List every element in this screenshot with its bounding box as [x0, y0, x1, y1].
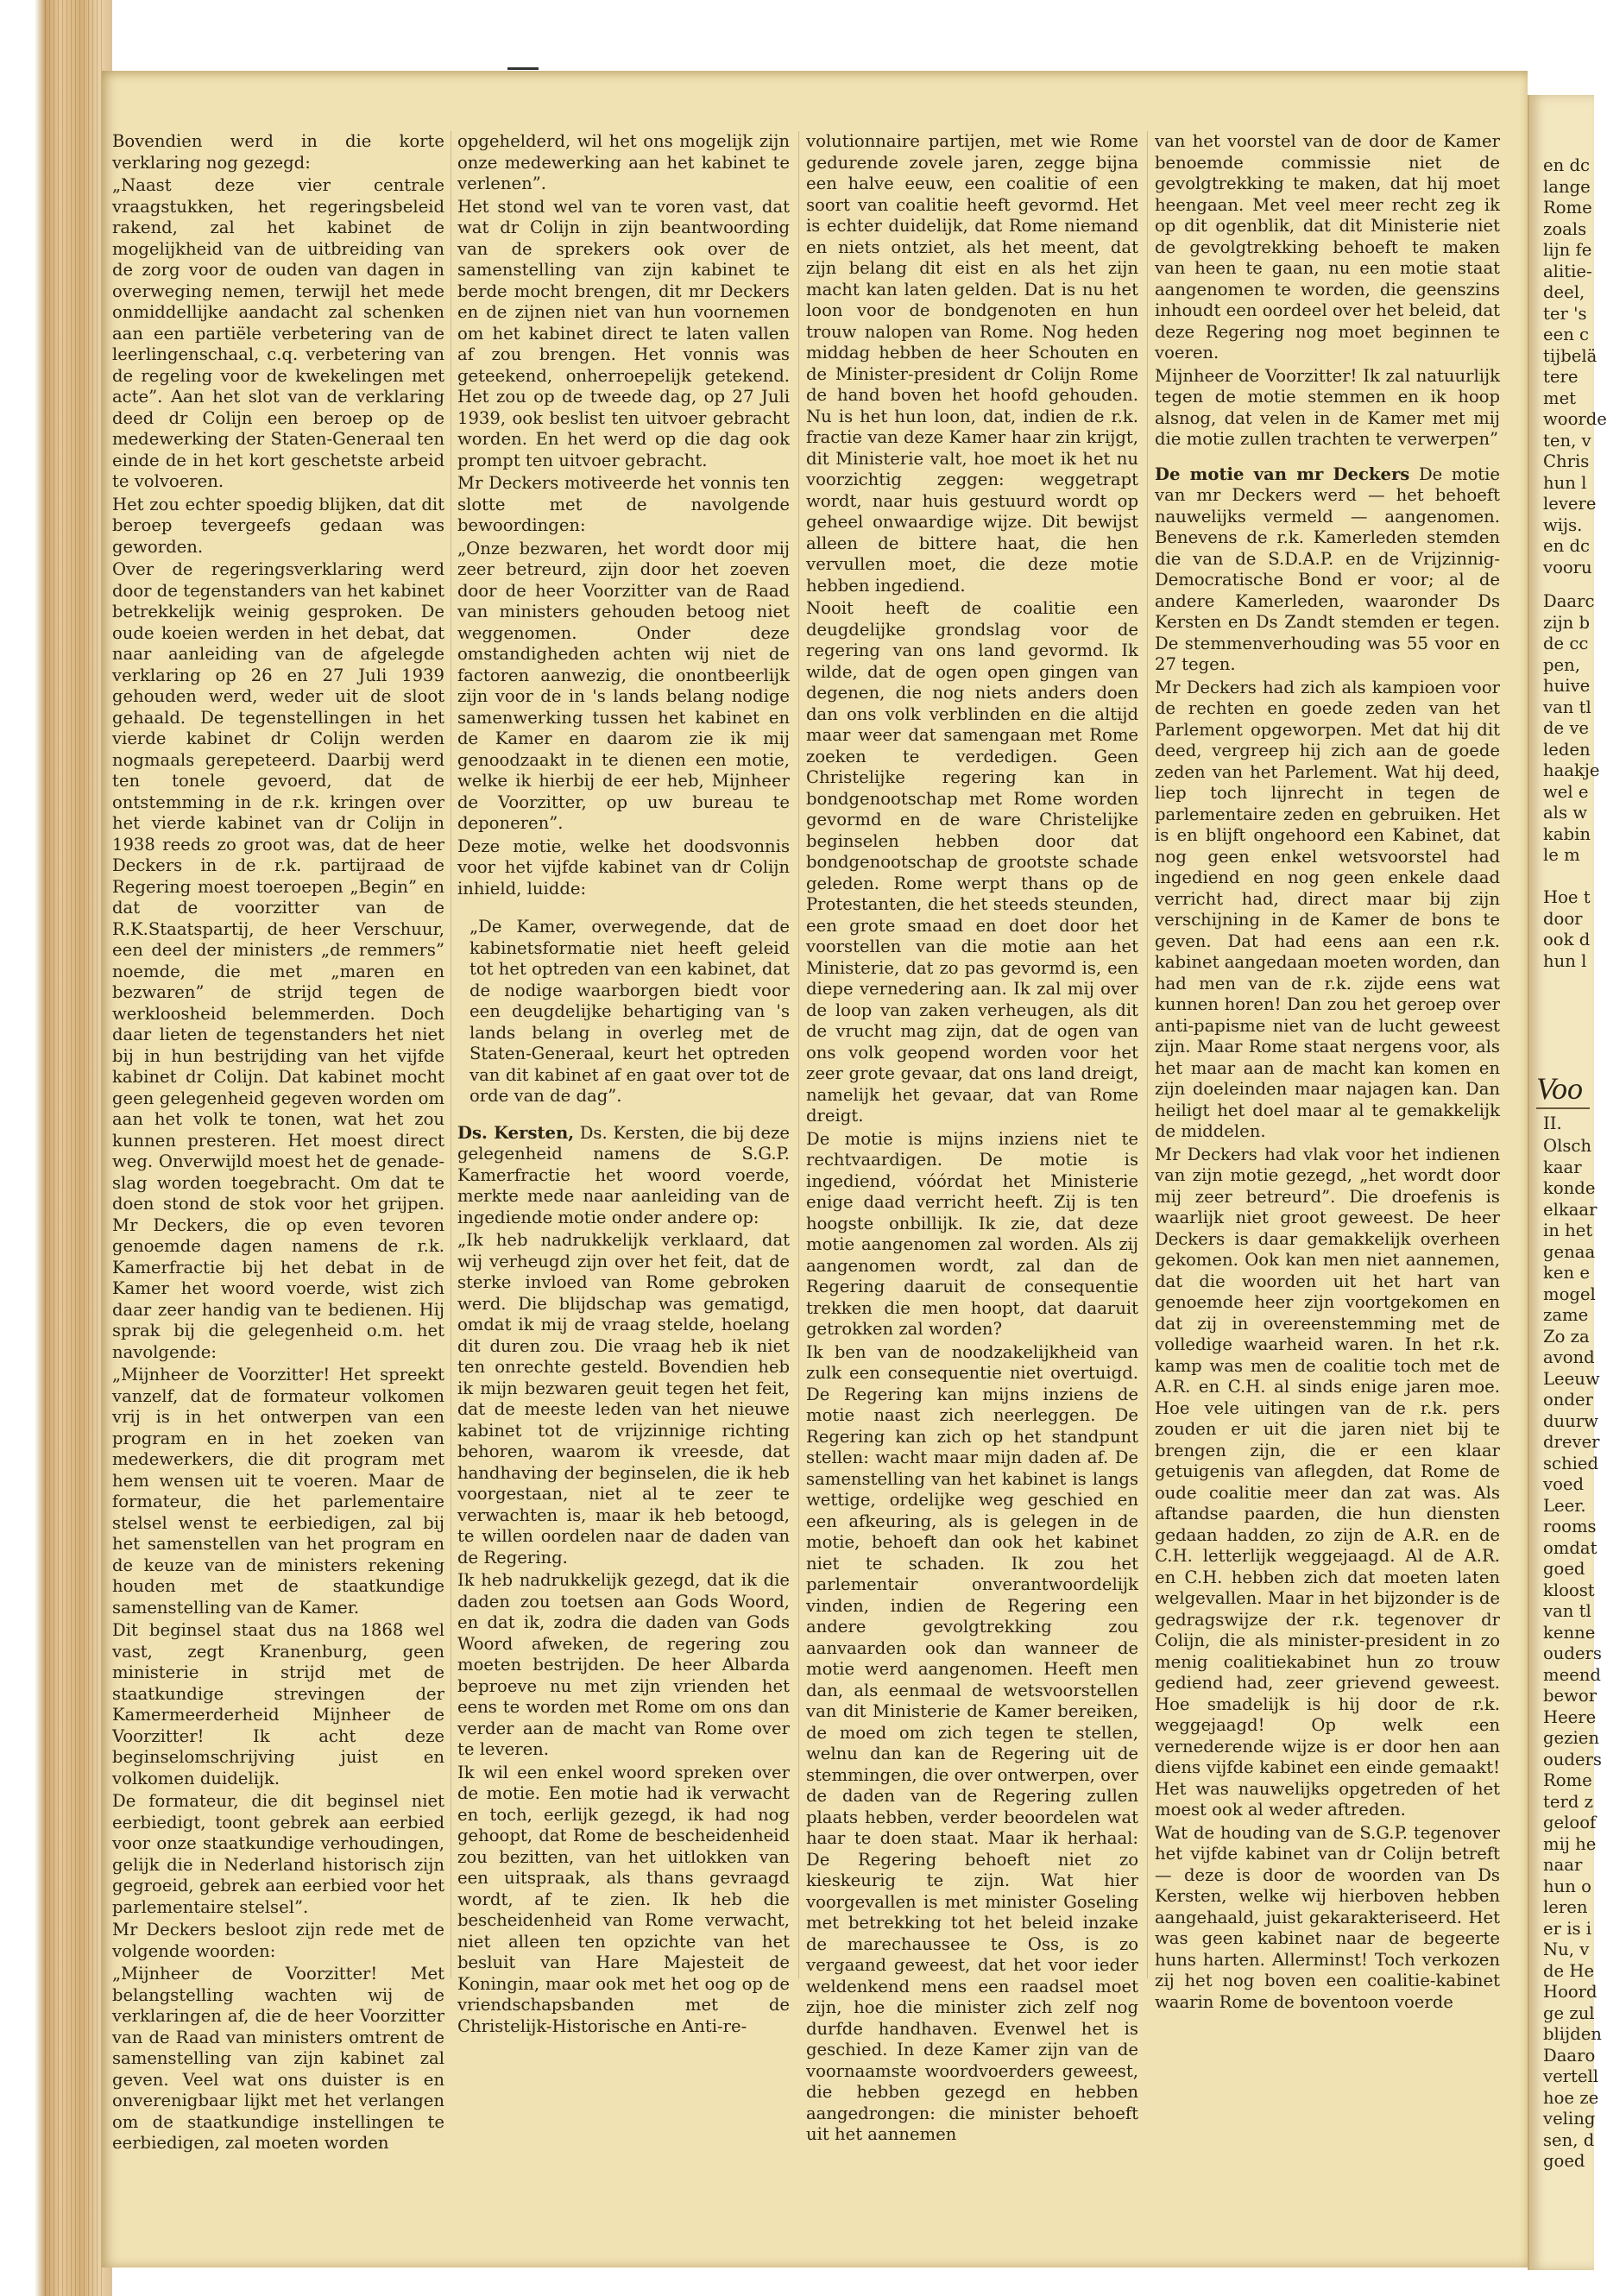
paragraph: Mijnheer de Voorzitter! Ik zal natuurlijk tegen de motie stemmen en ik hoop alsnog, dat velen in de Kamer met mij die motie zullen trachten te verwerpen” — [1155, 365, 1500, 449]
paragraph: Deze motie, welke het doodsvonnis voor het vijfde kabinet van dr Colijn inhield, luidde: — [457, 836, 790, 899]
paragraph: „Onze bezwaren, het wordt door mij zeer betreurd, zijn door het zoeven door de heer Voorzitter van de Raad van ministers gehouden betoog niet weggenomen. Onder deze omstandigheden achten wij niet de factoren aanwezig, die onontbeerlijk zijn voor de in 's lands belang nodige samenwerking tussen het kabinet en de Kamer en daarom zie ik mij genoodzaakt in te dienen een motie, welke ik hierbij de eer heb, Mijnheer de Voorzitter, op uw bureau te deponeren”. — [457, 538, 790, 833]
paragraph-motion-result — [1155, 464, 1500, 676]
column-divider — [798, 131, 799, 1978]
paragraph: Mr Deckers had zich als kampioen voor de rechten en goede zeden van het Parlement opgeworpen. Met dat hij dit deed, vergreep hij zich aan de goede zeden van het Parlement. Wat hij deed, liep toch lijnrecht in tegen de parlementaire zeden en gebruiken. Het is en blijft ongehoord een Kabinet, dat nog geen enkel wetsvoorstel had ingediend en nog geen enkele daad verricht had, direct maar bij zijn verschijning in de Kamer de bons te geven. Dat had eens aan een r.k. kabinet aangedaan moeten worden, dan had men van de r.k. zijde eens wat kunnen horen! Dan zou het geroep over anti-papisme niet van de lucht geweest zijn. Maar Rome staat nergens voor, als het maar aan de macht kan komen en zijn doeleinden maar najagen kan. Dan heiligt het doel maar al te gemakkelijk de middelen. — [1155, 677, 1500, 1141]
text-column-4 — [1155, 131, 1500, 2012]
paragraph: Mr Deckers had vlak voor het indienen van zijn motie gezegd, „het wordt door mij zeer betreurd”. Die droefenis is waarlijk niet groot geweest. De heer Deckers is daar gemakkelijk overheen gekomen. Ook kan men niet aannemen, dat die woorden uit het hart van genoemde heer zijn voortgekomen en dat zij in overeenstemming met de volledige waarheid waren. In het r.k. kamp was men de coalitie toch met de A.R. en C.H. al sinds enige jaren moe. Hoe vele uitingen van de r.k. pers zouden er uit die jaren niet bij te brengen zijn, die er een klaar getuigenis van aflegden, dat Rome de oude coalitie meer dan zat was. Als aftandse paarden, die hun diensten gedaan hadden, zo zijn de A.R. en de C.H. letterlijk weggejaagd. Al de A.R. en C.H. hebben zich dat moeten laten welgevallen. Maar in het bijzonder is de gedragswijze der r.k. tegenover dr Colijn, die als minister-president in zo menig coalitiekabinet hun zo trouw gediend had, zeer grievend geweest. Hoe smadelijk is hij door de r.k. weggejaagd! Op welk een vernederende wijze is er door hen aan diens vijfde kabinet een einde gemaakt! Het was nauwelijks opgetreden of het moest ook al weder aftreden. — [1155, 1144, 1500, 1820]
next-page-text-1: en dc lange Rome zoals lijn fe alitie- deel, ter 's een c tijbelä tere met woorde ten, v Chris hun l levere wijs. en dc vooru — [1543, 155, 1607, 577]
next-page-text-3: Olsch kaar konde elkaar in het genaa ken e mogel zame Zo za avond Leeuw onder duurw drever schied voed Leer. rooms omdat goed kloost van tl kenne ouders meend bewor Heere gezien ouders Rome terd z geloof mij he naar hun o leren er is i Nu, v de He Hoord ge zul blijden Daaro vertell hoe ze veling sen, d goed — [1543, 1136, 1602, 2171]
next-page-heading: Voo — [1536, 1071, 1583, 1106]
paragraph: Bovendien werd in die korte verklaring nog gezegd: — [112, 131, 444, 173]
paragraph: Nooit heeft de coalitie een deugdelijke grondslag voor de regering van ons land gevormd. Ik wilde, dat de ogen open gingen van degenen, die nog niets anders doen dan ons volk verblinden en die altijd maar weer dat samengaan met Rome zoeken te verdedigen. Geen Christelijke regering kan in bondgenootschap met Rome worden gevormd en de ware Christelijke beginselen hebben door dat bondgenootschap de grootste schade geleden. Rome werpt thans op de Protestanten, die het steeds steunden, een grote smaad en doet door het voorstellen van die motie aan het Ministerie, dat zo pas gevormd is, een diepe vernedering aan. Ik zal mij over de loop van zaken verheugen, als dit de vrucht mag zijn, dat de ogen van ons volk geopend worden voor het zeer grote gevaar, dat ons land dreigt, namelijk het gevaar, dat van Rome dreigt. — [806, 598, 1138, 1126]
paragraph: Ik heb nadrukkelijk gezegd, dat ik die daden zou toetsen aan Gods Woord, en dat ik, zodra die daden van Gods Woord afweken, de regering zou moeten bestrijden. De heer Albarda beproeve nu met zijn vrienden het eens te worden met Rome om ons dan verder aan de macht van Rome over te leveren. — [457, 1570, 790, 1759]
paragraph: Mr Deckers motiveerde het vonnis ten slotte met de navolgende bewoordingen: — [457, 473, 790, 535]
paragraph: De motie van mr Deckers werd — het behoeft nauwelijks vermeld — aangenomen. Benevens de r.k. Kamerleden stemden die van de S.D.A.P. en de Vrijzinnig-Democratische Bond er voor; al de andere Kamerleden, waaronder Ds Kersten en Ds Zandt stemden er tegen. De stemmenverhouding was 55 voor en 27 tegen. — [1155, 464, 1500, 674]
paragraph: Over de regeringsverklaring werd door de tegenstanders van het kabinet betrekkelijk weinig gesproken. De oude koeien werden in het debat, dat naar aanleiding van de afgelegde verklaring op 26 en 27 Juli 1939 gehouden werd, weder uit de sloot gehaald. De tegenstellingen in het vierde kabinet dr Colijn werden nogmaals gerepeteerd. Daarbij werd ten tonele gevoerd, dat de ontstemming in de r.k. kringen over het vierde kabinet van dr Colijn in 1938 reeds zo groot was, dat de heer Deckers in de r.k. partijraad de Regering moest toeroepen „Begin” en dat de voorzitter van de R.K.Staatspartij, de heer Verschuur, een deel der ministers „de remmers” noemde, die met „maren en bezwaren” de strijd tegen de werkloosheid belemmerden. Doch daar lieten de tegenstanders het niet bij in hun bestrijding van het vijfde kabinet dr Colijn. Dat kabinet mocht geen gelegenheid gegeven worden om aan het volk te tonen, wat het zou kunnen presteren. Het moest direct weg. Onverwijld moest het de genade-slag worden toegebracht. Om dat te doen stond de stok voor het grijpen. Mr Deckers, die op even tevoren genoemde dagen namens de r.k. Kamerfractie bij het debat in de Kamer het woord voerde, wist zich daar zeer handig van te bedienen. Hij sprak bij die gelegenheid o.m. het navolgende: — [112, 559, 444, 1362]
paragraph: Ds. Kersten, die bij deze gelegenheid namens de S.G.P. Kamerfractie het woord voerde, merkte mede naar aanleiding van de ingediende motie onder andere op: — [457, 1122, 791, 1227]
paragraph: Ik ben van de noodzakelijkheid van zulk een consequentie niet overtuigd. De Regering kan mijns inziens de motie naast zich neerleggen. De Regering kan zich op het standpunt stellen: wacht maar mijn daden af. De samenstelling van het kabinet is langs wettige, ordelijke weg geschied en een afkeuring, als is gelegen in de motie, behoeft dan ook het kabinet niet te schaden. Ik zou het parlementair onverantwoordelijk vinden, indien de Regering een andere gevolgtrekking zou aanvaarden ook dan wanneer de motie werd aangenomen. Heeft men dan, als eenmaal de wetsvoorstellen van dit Ministerie de Kamer bereiken, de moed om zich tegen te stellen, welnu dan kan de Regering uit de stemmingen, die over ontwerpen, over de daden van de Regering zullen plaats hebben, verder beoordelen wat haar te doen staat. Maar ik herhaal: De Regering behoeft niet zo kieskeurig te zijn. Wat hier voorgevallen is met minister Goseling met betrekking tot het beleid inzake de marechaussee te Oss, is zo vergaand geweest, dat het voor ieder weldenkend mens een raadsel moet zijn, hoe die minister zich zelf nog durfde handhaven. Evenwel het is geschied. In deze Kamer zijn van de voornaamste woordvoerders geweest, die hebben gezegd en hebben aangedrongen: die minister behoeft uit het aannemen — [806, 1341, 1138, 2144]
paragraph: De motie is mijns inziens niet te rechtvaardigen. De motie is ingediend, vóórdat het Ministerie enige daad verricht heeft. Zij is ten hoogste onbillijk. Ik zie, dat deze motie aangenomen zal worden. Als zij aangenomen wordt, zal dan de Regering daaruit de consequentie trekken die men hoopt, dat daaruit getrokken zal worden? — [806, 1128, 1138, 1339]
paragraph: „Naast deze vier centrale vraagstukken, het regeringsbeleid rakend, zal het kabinet de mogelijkheid van de uitbreiding van de zorg voor de ouden van dagen in overweging nemen, terwijl het mede onmiddellijke aandacht zal schenken aan een partiële verbetering van de leerlingenschaal, c.q. verbetering van de regeling voor de kwekelingen met acte”. Aan het slot van de verklaring deed dr Colijn een beroep op de medewerking der Staten-Generaal ten einde de in het kort geschetste arbeid te volvoeren. — [112, 175, 444, 491]
text-column-2 — [457, 131, 791, 2036]
paragraph: „Mijnheer de Voorzitter! Met belangstelling wachten wij de verklaringen af, die de heer Voorzitter van de Raad van ministers omtrent de samenstelling van zijn kabinet zal geven. Veel wat ons duister is en onverenigbaar lijkt met het verlangen om de staatkundige instellingen te eerbiedigen, zal moeten worden — [112, 1964, 444, 2153]
paragraph: De formateur, die dit beginsel niet eerbiedigt, toont gebrek aan eerbied voor onze staatkundige verhoudingen, gelijk die in Nederland historisch zijn gegroeid, gebrek aan eerbied voor het parlementaire stelsel”. — [112, 1791, 444, 1917]
heading-rule — [1536, 1107, 1590, 1109]
paragraph: Ik wil een enkel woord spreken over de motie. Een motie had ik verwacht en toch, eerlijk gezegd, ik had nog gehoopt, dat Rome de bescheidenheid zou bezitten, van het uitlokken van een uitspraak, als thans gevraagd wordt, af te zien. Ik heb die bescheidenheid van Rome verwacht, niet alleen ten opzichte van het besluit van Hare Majesteit de Koningin, maar ook met het oog op de vriendschapsbanden met de Christelijk-Historische en Anti-re- — [457, 1762, 790, 2036]
paragraph: Dit beginsel staat dus na 1868 wel vast, zegt Kranenburg, geen ministerie in strijd met de staatkundige strevingen der Kamermeerderheid Mijnheer de Voorzitter! Ik acht deze beginselomschrijving juist en volkomen duidelijk. — [112, 1620, 444, 1788]
paragraph: Wat de houding van de S.G.P. tegenover het vijfde kabinet van dr Colijn betreft — deze is door de woorden van Ds Kersten, welke wij hierboven hebben aangehaald, juist gekarakteriseerd. Het was geen kabinet naar de begeerte huns harten. Allerminst! Toch verkozen zij het nog boven een coalitie-kabinet waarin Rome de boventoon voerde — [1155, 1822, 1500, 2012]
text-column-1 — [112, 131, 444, 2153]
text-column-3 — [806, 131, 1138, 2144]
paragraph: volutionnaire partijen, met wie Rome gedurende zovele jaren, zegge bijna een halve eeuw, een coalitie of een soort van coalitie heeft gevormd. Het is echter duidelijk, dat Rome niemand en niets ontziet, als het meent, dat zijn belang dit eist en als het zijn macht kan laten gelden. Dat is nu het loon voor de bondgenoten en hun trouw nalopen van Rome. Nog heden middag hebben de heer Schouten en de Minister-president dr Colijn Rome de hand boven het hoofd gehouden. Nu is het hun loon, dat, indien de r.k. fractie van deze Kamer haar zin krijgt, dit Ministerie valt, hoe moet ik het nu voorzichtig zeggen: weggetrapt wordt, naar huis gestuurd wordt op geheel onwaardige wijze. Dit bewijst alleen de bittere haat, die hen vervullen moet, die deze motie hebben ingediend. — [806, 131, 1138, 596]
paragraph: opgehelderd, wil het ons mogelijk zijn onze medewerking aan het kabinet te verlenen”. — [457, 131, 790, 193]
paragraph: Het zou echter spoedig blijken, dat dit beroep tevergeefs gedaan was geworden. — [112, 494, 444, 557]
paragraph-kersten — [457, 1123, 790, 1229]
page-edges — [45, 0, 105, 2296]
lead-kersten: Ds. Kersten, — [457, 1122, 575, 1143]
paragraph: „Ik heb nadrukkelijk verklaard, dat wij verheugd zijn over het feit, dat de sterke invloed van Rome gebroken werd. Die blijdschap was gematigd, omdat ik mij de vraag stelde, hoelang dit duren zou. Die vraag heb ik niet ten onrechte gesteld. Bovendien heb ik mijn bezwaren geuit tegen het feit, dat de meeste leden van het nieuwe kabinet tot de vrijzinnige richting behoren, waarom ik vreesde, dat handhaving der beginselen, die ik heb voorgestaan, niet al te zeer te verwachten is, maar ik heb betoogd, te willen oordelen naar de daden van de Regering. — [457, 1230, 790, 1567]
paragraph: Het stond wel van te voren vast, dat wat dr Colijn in zijn beantwoording van de sprekers ook over de samenstelling van zijn kabinet te berde mocht brengen, dit mr Deckers en de zijnen niet van hun voornemen om het kabinet direct te laten vallen af zou brengen. Het vonnis was geteekend, onherroepelijk getekend. Het zou op de tweede dag, op 27 Juli 1939, ook beslist ten uitvoer gebracht worden. En het werd op die dag ook prompt ten uitvoer gebracht. — [457, 196, 790, 470]
paragraph: „Mijnheer de Voorzitter! Het spreekt vanzelf, dat de formateur volkomen vrij is in het ontwerpen van een program en in het zoeken van medewerkers, die dit program met hem wensen uit te voeren. Maar de formateur, die het parlementaire stelsel wenst te eerbiedigen, zal bij het samenstellen van het program en de keuze van de ministers rekening houden met de staatkundige samenstelling van de Kamer. — [112, 1365, 444, 1618]
paragraph: Mr Deckers besloot zijn rede met de volgende woorden: — [112, 1920, 444, 1961]
motion-quote: „De Kamer, overwegende, dat de kabinetsformatie niet heeft geleid tot het optreden van een kabinet, dat de nodige waarborgen biedt voor een deugdelijke behartiging van 's lands belang in overleg met de Staten-Generaal, keurt het optreden van dit kabinet af en gaat over tot de orde van de dag”. — [469, 917, 790, 1106]
next-page-text-2: Daarc zijn b de cc pen, huive van tl de ve leden haakje wel e als w kabin le m Hoe t door ook d hun l — [1543, 591, 1600, 971]
column-divider — [1147, 131, 1148, 1978]
lead-motion: De motie van mr Deckers — [1155, 464, 1410, 484]
paragraph: van het voorstel van de door de Kamer benoemde commissie niet de gevolgtrekking te maken, dat hij moet heengaan. Met veel meer recht zeg ik op dit ogenblik, dat dit Ministerie niet de gevolgtrekking behoeft te maken van heen te gaan, nu een motie staat aangenomen te worden, die geenszins inhoudt een oordeel over het beleid, dat deze Regering nog moet beginnen te voeren. — [1155, 131, 1500, 363]
section-number: II. — [1543, 1113, 1562, 1133]
page-top-mark — [507, 67, 539, 70]
